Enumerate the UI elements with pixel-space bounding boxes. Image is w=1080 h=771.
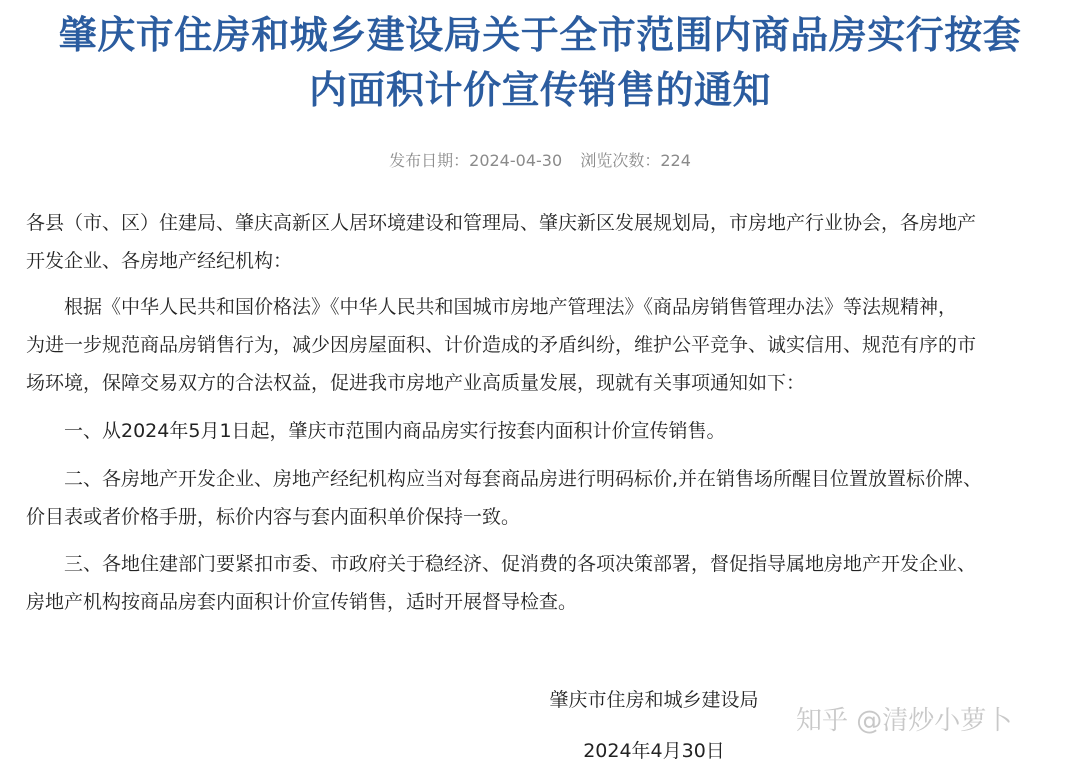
item-two-line-2: 价目表或者价格手册，标价内容与套内面积单价保持一致。	[26, 506, 521, 528]
signature-date: 2024年4月30日	[583, 740, 725, 762]
title-line-1: 肇庆市住房和城乡建设局关于全市范围内商品房实行按套	[58, 13, 1022, 57]
addressee-paragraph	[26, 204, 1066, 280]
intro-line-2: 为进一步规范商品房销售行为，减少因房屋面积、计价造成的矛盾纠纷，维护公平竞争、诚实信用、规范有序的市	[26, 334, 977, 356]
publish-meta	[0, 148, 1080, 171]
views-label: 浏览次数：	[580, 151, 661, 170]
item-two-paragraph	[26, 460, 1066, 536]
item-one-paragraph	[26, 412, 1066, 450]
item-one: 一、从2024年5月1日起，肇庆市范围内商品房实行按套内面积计价宣传销售。	[64, 420, 726, 442]
item-two-line-1: 二、各房地产开发企业、房地产经纪机构应当对每套商品房进行明码标价,并在销售场所醒目位置放置标价牌、	[64, 468, 983, 490]
item-three-line-2: 房地产机构按商品房套内面积计价宣传销售，适时开展督导检查。	[26, 591, 578, 613]
item-three-line-1: 三、各地住建部门要紧扣市委、市政府关于稳经济、促消费的各项决策部署，督促指导属地房地产开发企业、	[64, 553, 977, 575]
item-three-paragraph	[26, 545, 1066, 621]
intro-paragraph	[26, 288, 1066, 402]
views-count: 224	[660, 151, 691, 170]
signature-org: 肇庆市住房和城乡建设局	[549, 689, 759, 711]
addressee-line-1: 各县（市、区）住建局、肇庆高新区人居环境建设和管理局、肇庆新区发展规划局，市房地产行业协会，各房地产	[26, 212, 977, 234]
title-line-2: 内面积计价宣传销售的通知	[308, 68, 771, 112]
publish-date-label: 发布日期：	[389, 151, 470, 170]
addressee-line-2: 开发企业、各房地产经纪机构：	[26, 250, 293, 272]
intro-line-3: 场环境，保障交易双方的合法权益，促进我市房地产业高质量发展，现就有关事项通知如下：	[26, 372, 806, 394]
intro-line-1: 根据《中华人民共和国价格法》《中华人民共和国城市房地产管理法》《商品房销售管理办法》等法规精神，	[64, 296, 958, 318]
page-title	[0, 8, 1080, 118]
publish-date: 2024-04-30	[469, 151, 563, 170]
watermark: 知乎 @清炒小萝卜	[796, 706, 1013, 736]
